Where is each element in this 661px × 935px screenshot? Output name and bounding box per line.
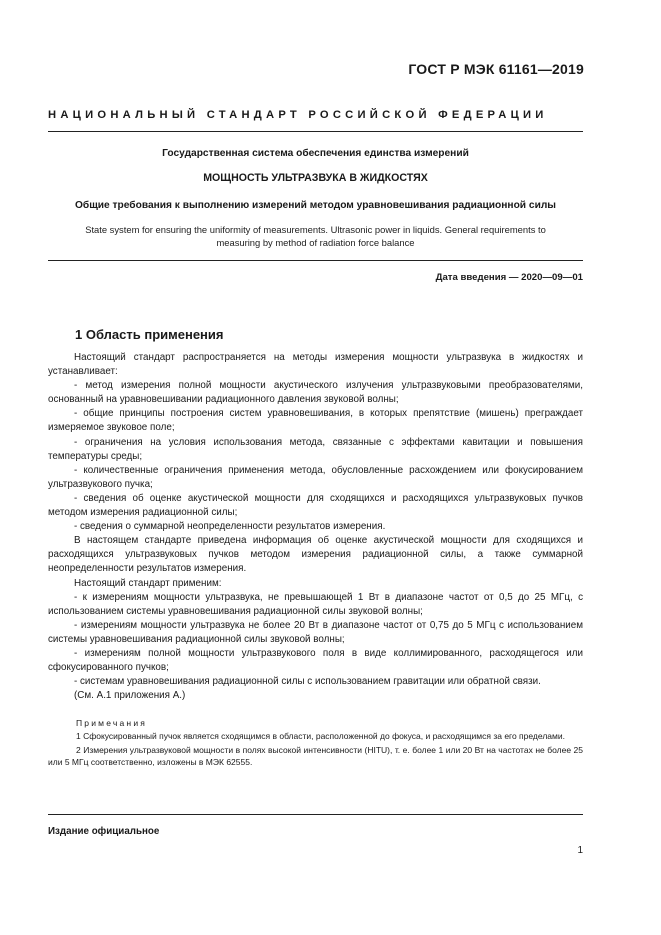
footer-divider [48,814,583,815]
list-item: - количественные ограничения применения метода, обусловленные расхождением или фокусированием ультразвукового пучка; [48,464,583,490]
note-item: 2 Измерения ультразвуковой мощности в полях высокой интенсивности (HITU), т. е. более 1 или 20 Вт на частотах не более 25 или 5 МГц соответственно, изложены в МЭК 62555. [48,744,583,767]
cross-reference: (См. А.1 приложения А.) [74,690,186,702]
header-divider [48,131,583,132]
paragraph: Настоящий стандарт применим: [74,577,222,589]
section-heading: 1 Область применения [75,327,224,342]
list-item: - общие принципы построения систем уравновешивания, в которых препятствие (мишень) преграждает измеряемое звуковое поле; [48,408,583,434]
section-body [48,351,583,703]
system-title: Государственная система обеспечения единства измерений [162,148,469,159]
national-standard-heading: НАЦИОНАЛЬНЫЙ СТАНДАРТ РОССИЙСКОЙ ФЕДЕРАЦИИ [48,109,548,121]
edition-label: Издание официальное [48,826,160,837]
list-item: - ограничения на условия использования метода, связанные с эффектами кавитации и повышения температуры среды; [48,436,583,462]
english-title-line: measuring by method of radiation force balance [216,236,415,248]
document-title: МОЩНОСТЬ УЛЬТРАЗВУКА В ЖИДКОСТЯХ [203,172,428,184]
standard-code: ГОСТ Р МЭК 61161—2019 [408,61,584,77]
list-item: - сведения о суммарной неопределенности результатов измерения. [74,521,386,533]
list-item: - к измерениям мощности ультразвука, не превышающей 1 Вт в диапазоне частот от 0,5 до 25 МГц, с использованием системы уравновешивания радиационной силы звуковой волны; [48,591,583,617]
list-item: - измерениям мощности ультразвука не более 20 Вт в диапазоне частот от 0,75 до 5 МГц с использованием системы уравновешивания радиационной силы звуковой волны; [48,619,583,645]
english-title [48,224,583,249]
note-item: 1 Сфокусированный пучок является сходящимся в области, расположенной до фокуса, и расходящимся за его пределами. [76,730,565,741]
notes-title: Примечания [76,718,148,728]
list-item: - системам уравновешивания радиационной силы с использованием гравитации или обратной связи. [74,676,541,688]
list-item: - измерениям полной мощности ультразвукового поля в виде коллимированного, расходящегося или сфокусированного пучков; [48,647,583,674]
page-number: 1 [577,845,583,856]
english-title-line: State system for ensuring the uniformity of measurements. Ultrasonic power in liquids. General requirements to [85,224,546,235]
document-subtitle: Общие требования к выполнению измерений методом уравновешивания радиационной силы [74,200,557,211]
list-item: - сведения об оценке акустической мощности для сходящихся и расходящихся ультразвуковых пучков методом измерения радиационной силы; [48,492,583,519]
notes-block [48,718,583,771]
list-item: - метод измерения полной мощности акустического излучения ультразвуковыми преобразователями, основанный на уравновешивании радиационного давления звуковой волны; [48,380,583,406]
paragraph: В настоящем стандарте приведена информация об оценке акустической мощности для сходящихся и расходящихся ультразвуковых пучков методом измерения радиационной силы, а также суммарной неопределенности результатов измерения. [48,535,583,575]
title-divider [48,260,583,261]
paragraph: Настоящий стандарт распространяется на методы измерения мощности ультразвука в жидкостях и устанавливает: [48,352,583,378]
introduction-date: Дата введения — 2020—09—01 [435,272,583,283]
